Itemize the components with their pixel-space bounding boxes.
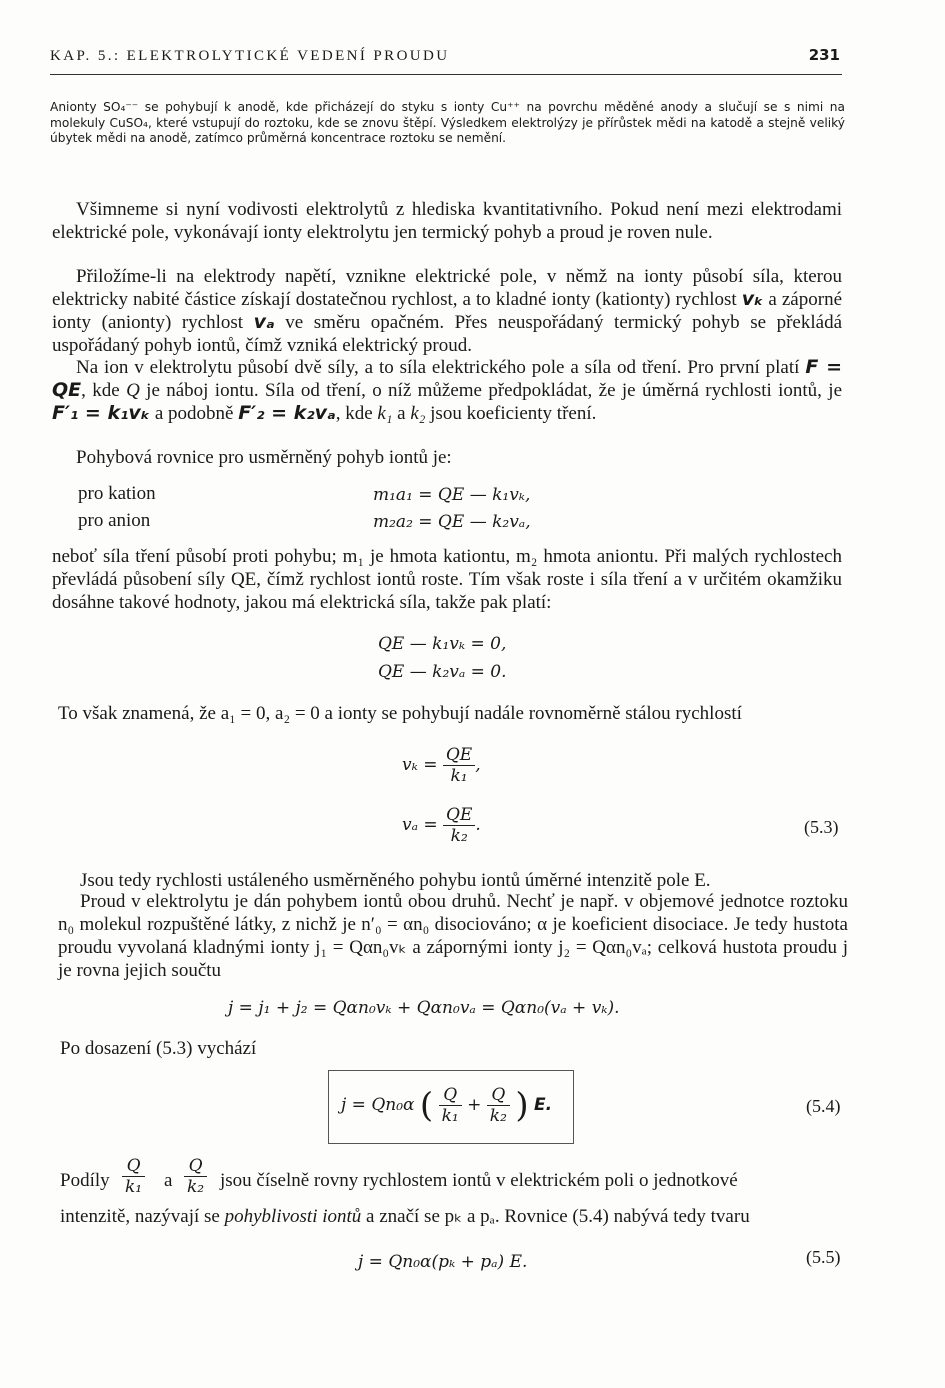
paragraph-10-text-d: intenzitě, nazývají se bbox=[60, 1206, 225, 1227]
paragraph-3 bbox=[52, 356, 842, 425]
equation-balance-1: QE — k₁vₖ = 0, bbox=[378, 634, 507, 654]
equation-vk: vₖ = $\frac{QE}{\text{k₁}}$ , bbox=[402, 745, 481, 786]
paragraph-5-text: neboť síla tření působí proti pohybu; m₁ je hmota kationtu, m₂ hmota aniontu. Při malých rychlostech převládá působení síly QE, čímž rychlost iontů roste. Tím však roste i síla tření a v určitém okamžiku dosáhne takové hodnoty, jakou má elektrická síla, takže pak platí: bbox=[52, 546, 842, 613]
paragraph-4: Pohybová rovnice pro usměrněný pohyb iontů je: bbox=[76, 447, 452, 468]
small-print-note bbox=[50, 100, 845, 147]
paragraph-6-text: To však znamená, že a₁ = 0, a₂ = 0 a ionty se pohybují nadále rovnoměrně stálou rychlostí bbox=[58, 703, 742, 724]
paragraph-7: Jsou tedy rychlosti ustáleného usměrněného pohybu iontů úměrné intenzitě pole E. bbox=[80, 870, 711, 891]
fraction-qe-k1: $\frac{QE}{\text{k₁}}$ bbox=[443, 745, 475, 786]
paragraph-10-text-b: a bbox=[164, 1170, 173, 1191]
paragraph-8 bbox=[58, 890, 848, 982]
paragraph-1-text: Všimneme si nyní vodivosti elektrolytů z hlediska kvantitativního. Pokud není mezi elektrodami elektrické pole, vykonávají ionty elektrolytu jen termický pohyb a proud je roven nule. bbox=[52, 199, 842, 243]
equation-5-4: j = Qn₀α ( $\frac{Q}{\text{k₁}}$ + $\frac{Q}{\text{k₂}}$ ) E. bbox=[341, 1085, 553, 1126]
paragraph-1 bbox=[52, 198, 842, 244]
paragraph-3-text-a: Na ion v elektrolytu působí dvě síly, a to síla elektrického pole a síla od tření. Pro první platí bbox=[76, 357, 806, 378]
fraction-q-k1-inline: $\frac{Q}{\text{k₁}}$ bbox=[122, 1156, 145, 1197]
equation-5-4-lhs: j = Qn₀α bbox=[341, 1095, 415, 1115]
fraction-q-k2: $\frac{Q}{\text{k₂}}$ bbox=[487, 1085, 510, 1126]
paragraph-10-rest bbox=[60, 1205, 850, 1228]
equation-number-5-4: (5.4) bbox=[806, 1096, 841, 1116]
paragraph-2-text-c: ve směru opačném. Přes neuspořádaný termický pohyb se překládá uspořádaný pohyb iontů, čímž vzniká elektrický proud. bbox=[52, 312, 842, 356]
paragraph-3-text-e: , kde bbox=[335, 403, 378, 424]
equation-number-5-3: (5.3) bbox=[804, 817, 839, 837]
charge-symbol: Q bbox=[126, 380, 140, 401]
label-anion: pro anion bbox=[78, 510, 151, 531]
paragraph-10-text-a: Podíly bbox=[60, 1170, 110, 1191]
paragraph-5 bbox=[52, 545, 842, 614]
equation-anion: m₂a₂ = QE — k₂vₐ, bbox=[373, 512, 531, 532]
paragraph-10-line-1 bbox=[60, 1152, 850, 1202]
field-e: E. bbox=[533, 1095, 553, 1115]
velocity-vk: vₖ bbox=[741, 288, 764, 310]
fraction-qe-k2: $\frac{QE}{\text{k₂}}$ bbox=[443, 805, 475, 846]
paragraph-3-text-c: je náboj iontu. Síla od tření, o níž můžeme předpokládat, že je úměrná rychlosti iontů, je bbox=[139, 380, 843, 401]
label-kation: pro kation bbox=[78, 483, 156, 504]
paragraph-10-text-c: jsou číselně rovny rychlostem iontů v elektrickém poli o jednotkové bbox=[220, 1170, 738, 1191]
running-title: KAP. 5.: ELEKTROLYTICKÉ VEDENÍ PROUDU bbox=[50, 48, 450, 64]
equation-number-5-5: (5.5) bbox=[806, 1247, 841, 1267]
fraction-q-k1: $\frac{Q}{\text{k₁}}$ bbox=[439, 1085, 462, 1126]
paragraph-10-text-e: a značí se pₖ a pₐ. Rovnice (5.4) nabývá tedy tvaru bbox=[361, 1206, 750, 1227]
paragraph-2 bbox=[52, 265, 842, 357]
header-rule bbox=[50, 74, 842, 75]
running-header bbox=[50, 48, 840, 72]
equation-balance-2: QE — k₂vₐ = 0. bbox=[378, 662, 507, 682]
fraction-q-k2-inline: $\frac{Q}{\text{k₂}}$ bbox=[184, 1156, 207, 1197]
velocity-va: vₐ bbox=[253, 311, 275, 333]
force-equation: F = QE bbox=[52, 356, 842, 401]
equation-5-5: j = Qn₀α(pₖ + pₐ) E. bbox=[358, 1252, 528, 1272]
equation-vk-lhs: vₖ = bbox=[402, 755, 438, 775]
note-text: Anionty SO₄⁻⁻ se pohybují k anodě, kde přicházejí do styku s ionty Cu⁺⁺ na povrchu měděné anody a slučují se s nimi na molekuly CuSO₄, které vstupují do roztoku, kde se znovu štěpí. Výsledkem elektrolýzy je přírůstek mědi na katodě a stejně veliký úbytek mědi na anodě, zatímco průměrná koncentrace roztoku se nemění. bbox=[50, 100, 845, 145]
paragraph-3-text-g: jsou koeficienty tření. bbox=[425, 403, 597, 424]
page-number: 231 bbox=[808, 46, 840, 64]
paragraph-3-text-f: a bbox=[392, 403, 411, 424]
paragraph-3-text-b: , kde bbox=[81, 380, 127, 401]
paragraph-2-text-b: a záporné ionty (anionty) rychlost bbox=[52, 289, 842, 333]
coef-k2: k₂ bbox=[410, 403, 426, 424]
paragraph-8-text: Proud v elektrolytu je dán pohybem iontů obou druhů. Nechť je např. v objemové jednotce roztoku n₀ molekul rozpuštěné látky, z nichž je n′₀ = αn₀ disociováno; α je koeficient disociace. Je tedy hustota proudu vyvolaná kladnými ionty j₁ = Qαn₀vₖ a zápornými ionty j₂ = Qαn₀vₐ; celková hustota proudu j je rovna jejich součtu bbox=[58, 891, 848, 981]
term-ion-mobility: pohyblivosti iontů bbox=[224, 1206, 362, 1227]
equation-kation: m₁a₁ = QE — k₁vₖ, bbox=[373, 485, 531, 505]
friction-f1: F′₁ = k₁vₖ bbox=[52, 402, 151, 424]
paragraph-6 bbox=[58, 702, 842, 725]
paragraph-9: Po dosazení (5.3) vychází bbox=[60, 1038, 257, 1059]
equation-va: vₐ = $\frac{QE}{\text{k₂}}$ . bbox=[402, 805, 481, 846]
coef-k1: k₁ bbox=[377, 403, 393, 424]
paragraph-3-text-d: a podobně bbox=[150, 403, 239, 424]
friction-f2: F′₂ = k₂vₐ bbox=[238, 402, 336, 424]
boxed-equation-5-4 bbox=[328, 1070, 574, 1144]
equation-current-sum: j = j₁ + j₂ = Qαn₀vₖ + Qαn₀vₐ = Qαn₀(vₐ + vₖ). bbox=[228, 998, 620, 1018]
equation-va-lhs: vₐ = bbox=[402, 815, 438, 835]
paragraph-2-text-a: Přiložíme-li na elektrody napětí, vznikne elektrické pole, v němž na ionty působí síla, kterou elektricky nabité částice získají dostatečnou rychlost, a to kladné ionty (kationty) rychlost bbox=[52, 266, 842, 310]
